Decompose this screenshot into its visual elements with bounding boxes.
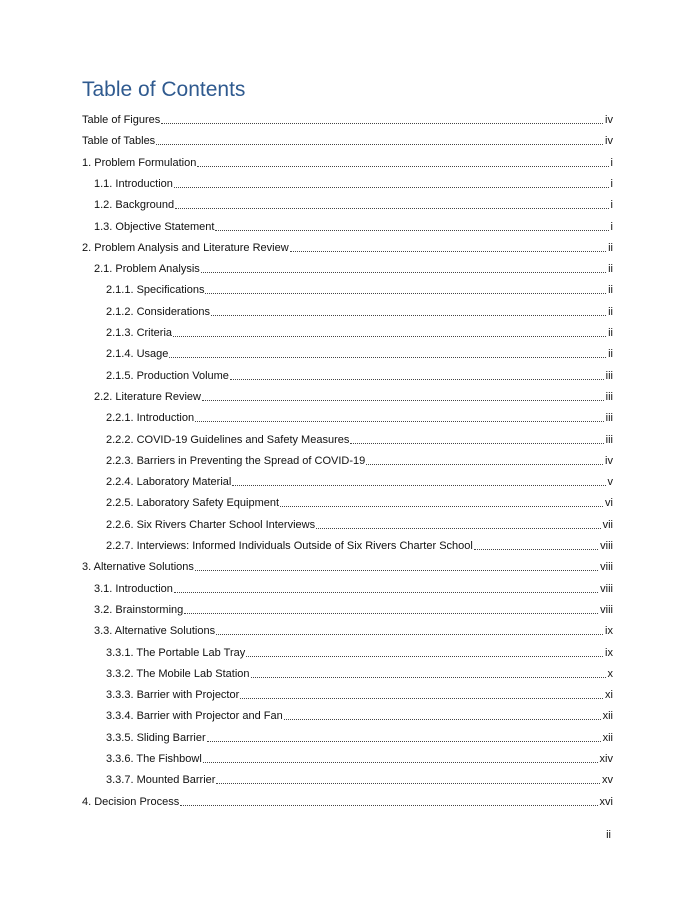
dot-leader [175, 207, 608, 209]
toc-entry-page: i [610, 177, 613, 190]
dot-leader [180, 804, 597, 806]
toc-entry-label: 3.3.2. The Mobile Lab Station [106, 667, 250, 680]
dot-leader [216, 782, 600, 784]
dot-leader [161, 122, 603, 124]
toc-entry[interactable] [94, 383, 613, 404]
dot-leader [205, 292, 606, 294]
dot-leader [207, 740, 601, 742]
toc-entry[interactable] [94, 617, 613, 638]
toc-entry-label: 2.1.3. Criteria [106, 327, 173, 339]
toc-entry-label: 3.3. Alternative Solutions [94, 625, 216, 638]
toc-entry-page: ii [608, 284, 613, 297]
page-title: Table of Contents [82, 78, 246, 101]
dot-leader [251, 676, 606, 678]
toc-entry-page: xiv [599, 753, 613, 765]
dot-leader [201, 271, 606, 273]
toc-entry-page: ii [608, 305, 613, 318]
toc-entry-label: 2.1.4. Usage [106, 348, 169, 361]
toc-entry[interactable] [82, 788, 613, 809]
toc-entry-label: 2.1. Problem Analysis [94, 263, 200, 276]
toc-entry[interactable] [106, 532, 613, 553]
toc-entry-page: iii [605, 369, 613, 382]
toc-entry-page: ii [608, 263, 613, 276]
toc-entry[interactable] [106, 468, 613, 489]
toc-entry-page: xii [602, 731, 613, 744]
toc-entry-label: 2.2.1. Introduction [106, 412, 195, 425]
dot-leader [174, 186, 609, 188]
dot-leader [474, 548, 598, 550]
toc-entry-label: 2.2.7. Interviews: Informed Individuals Outside of Six Rivers Charter School [106, 540, 473, 552]
toc-entry-label: 3.3.5. Sliding Barrier [106, 731, 206, 744]
toc-entry-label: 3.1. Introduction [94, 582, 173, 595]
toc-entry[interactable] [106, 681, 613, 702]
toc-entry-label: 2.1.1. Specifications [106, 284, 205, 297]
toc-entry-label: 1.3. Objective Statement [94, 220, 215, 233]
toc-entry[interactable] [106, 639, 613, 660]
toc-entry[interactable] [94, 596, 613, 617]
toc-entry-label: 3. Alternative Solutions [82, 561, 194, 574]
toc-entry-label: 2.2.5. Laboratory Safety Equipment [106, 497, 280, 510]
toc-entry-page: iii [605, 433, 613, 446]
toc-entry-page: vi [605, 497, 613, 510]
toc-entry-page: xii [602, 710, 613, 723]
toc-entry[interactable] [106, 340, 613, 361]
toc-entry-label: 1. Problem Formulation [82, 156, 197, 169]
toc-entry[interactable] [94, 213, 613, 234]
dot-leader [216, 633, 603, 635]
toc-entry-page: ii [608, 348, 613, 361]
toc-entry[interactable] [106, 745, 613, 766]
toc-entry[interactable] [82, 553, 613, 574]
dot-leader [169, 356, 606, 358]
toc-entry[interactable] [106, 702, 613, 723]
toc-entry[interactable] [94, 191, 613, 212]
toc-entry-page: vii [602, 518, 613, 531]
dot-leader [240, 697, 603, 699]
toc-entry-label: Table of Figures [82, 114, 161, 126]
dot-leader [197, 165, 608, 167]
toc-entry-page: xi [605, 689, 613, 702]
dot-leader [215, 229, 608, 231]
toc-entry[interactable] [82, 127, 613, 148]
toc-entry-page: viii [600, 603, 613, 616]
dot-leader [280, 505, 603, 507]
dot-leader [366, 463, 603, 465]
toc-entry-label: 2.2. Literature Review [94, 390, 201, 403]
toc-entry-page: v [607, 476, 613, 489]
toc-entry[interactable] [106, 362, 613, 383]
toc-entry[interactable] [106, 489, 613, 510]
dot-leader [232, 484, 605, 486]
toc-entry-label: 3.3.7. Mounted Barrier [106, 774, 216, 787]
toc-entry[interactable] [94, 575, 613, 596]
toc-entry-label: 2.1.2. Considerations [106, 305, 210, 318]
toc-entry-page: iv [605, 454, 613, 467]
dot-leader [195, 569, 598, 571]
toc-entry[interactable] [106, 298, 613, 319]
toc-entry[interactable] [106, 319, 613, 340]
toc-entry-label: 3.3.6. The Fishbowl [106, 753, 202, 765]
toc-entry-label: 4. Decision Process [82, 795, 180, 808]
toc-entry-label: 2. Problem Analysis and Literature Review [82, 241, 289, 254]
toc-entry-page: i [610, 199, 613, 212]
toc-entry[interactable] [106, 426, 613, 447]
toc-entry-label: 2.2.6. Six Rivers Charter School Interviews [106, 518, 316, 531]
toc-entry-page: x [607, 667, 613, 680]
toc-entry[interactable] [106, 276, 613, 297]
toc-entry-page: iii [605, 390, 613, 403]
toc-entry-page: ii [608, 241, 613, 254]
toc-entry-label: 3.2. Brainstorming [94, 603, 184, 616]
footer-page-number: ii [606, 829, 611, 841]
toc-entry-page: iv [605, 135, 613, 148]
dot-leader [202, 399, 604, 401]
dot-leader [316, 527, 601, 529]
toc-entry[interactable] [82, 234, 613, 255]
dot-leader [246, 655, 603, 657]
toc-entry[interactable] [82, 149, 613, 170]
dot-leader [203, 761, 598, 763]
toc-entry-label: 2.2.3. Barriers in Preventing the Spread of COVID-19 [106, 454, 366, 467]
dot-leader [184, 612, 598, 614]
toc-entry[interactable] [106, 766, 613, 787]
toc-entry-label: 2.2.4. Laboratory Material [106, 476, 232, 489]
toc-entry-label: 3.3.4. Barrier with Projector and Fan [106, 710, 283, 723]
toc-entry-page: ii [608, 327, 613, 339]
toc-entry-label: 1.1. Introduction [94, 177, 173, 190]
toc-entry[interactable] [106, 404, 613, 425]
toc-entry-label: 3.3.1. The Portable Lab Tray [106, 646, 246, 659]
toc-entry[interactable] [94, 170, 613, 191]
dot-leader [173, 335, 606, 337]
toc-entry-page: xvi [599, 795, 613, 808]
dot-leader [350, 442, 603, 444]
toc-entry-page: xv [602, 774, 613, 787]
toc-entry-label: 2.1.5. Production Volume [106, 369, 229, 382]
toc-entry-page: i [610, 220, 613, 233]
toc-entry-page: iii [605, 412, 613, 425]
toc-entry-page: viii [600, 561, 613, 574]
toc-entry-label: 1.2. Background [94, 199, 175, 212]
toc-entry[interactable] [106, 447, 613, 468]
toc-entry[interactable] [106, 724, 613, 745]
dot-leader [230, 378, 604, 380]
dot-leader [284, 718, 601, 720]
toc-entry[interactable] [94, 255, 613, 276]
dot-leader [211, 314, 606, 316]
toc-entry-label: Table of Tables [82, 135, 156, 148]
toc-entry[interactable] [82, 106, 613, 127]
toc-entry-label: 2.2.2. COVID-19 Guidelines and Safety Measures [106, 433, 350, 446]
dot-leader [174, 591, 598, 593]
dot-leader [156, 143, 603, 145]
dot-leader [195, 420, 604, 422]
toc-entry-page: iv [605, 114, 613, 126]
toc-entry-page: i [610, 156, 613, 169]
toc-entry-label: 3.3.3. Barrier with Projector [106, 689, 240, 702]
toc-entry-page: viii [600, 582, 613, 595]
toc-entry[interactable] [106, 511, 613, 532]
toc-entry[interactable] [106, 660, 613, 681]
dot-leader [290, 250, 606, 252]
toc-entry-page: viii [600, 540, 613, 552]
toc-entry-page: ix [605, 646, 613, 659]
toc-entry-page: ix [605, 625, 613, 638]
